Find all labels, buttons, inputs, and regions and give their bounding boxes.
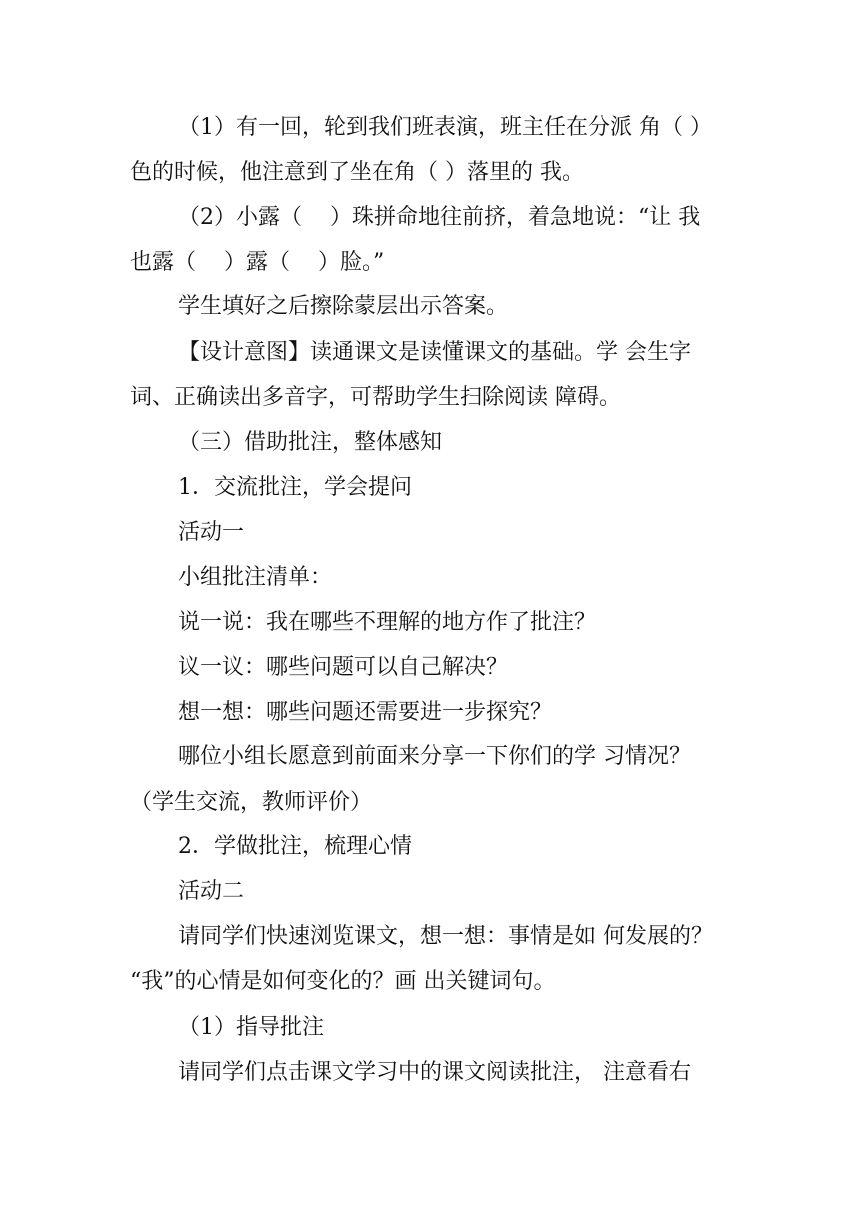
text-line: 词、正确读出多音字，可帮助学生扫除阅读 障碍。 [130,385,621,410]
subsection-heading: 1．交流批注，学会提问 [178,475,412,500]
text-line: （1）指导批注 [178,1015,324,1040]
text-line: 请同学们点击课文学习中的课文阅读批注， 注意看右 [178,1060,691,1085]
text-line: 小组批注清单： [178,565,333,590]
text-line: 哪位小组长愿意到前面来分享一下你们的学 习情况？ [178,744,691,769]
subsection-heading: 2．学做批注，梳理心情 [178,834,412,859]
text-line: 也露（ ）露（ ）脸。” [130,250,385,275]
text-line: 色的时候，他注意到了坐在角（ ）落里的 我。 [130,160,584,185]
activity-title: 活动一 [178,520,245,545]
text-line: 说一说：我在哪些不理解的地方作了批注？ [178,610,597,635]
text-line: （2）小露（ ）珠拼命地往前挤，着急地说：“让 我 [178,205,701,230]
text-line: 学生填好之后擦除蒙层出示答案。 [178,294,509,319]
text-line: “我”的心情是如何变化的？画 出关键词句。 [130,969,556,994]
section-heading: （三）借助批注，整体感知 [178,430,443,455]
text-line: 【设计意图】读通课文是读懂课文的基础。学 会生字 [178,340,691,365]
text-line: （1）有一回，轮到我们班表演，班主任在分派 角（ ） [178,115,712,140]
text-line: 想一想：哪些问题还需要进一步探究？ [178,700,553,725]
text-line: 议一议：哪些问题可以自己解决？ [178,655,509,680]
activity-title: 活动二 [178,879,245,904]
text-line: 请同学们快速浏览课文，想一想：事情是如 何发展的？ [178,924,713,949]
text-line: （学生交流，教师评价） [130,790,373,815]
